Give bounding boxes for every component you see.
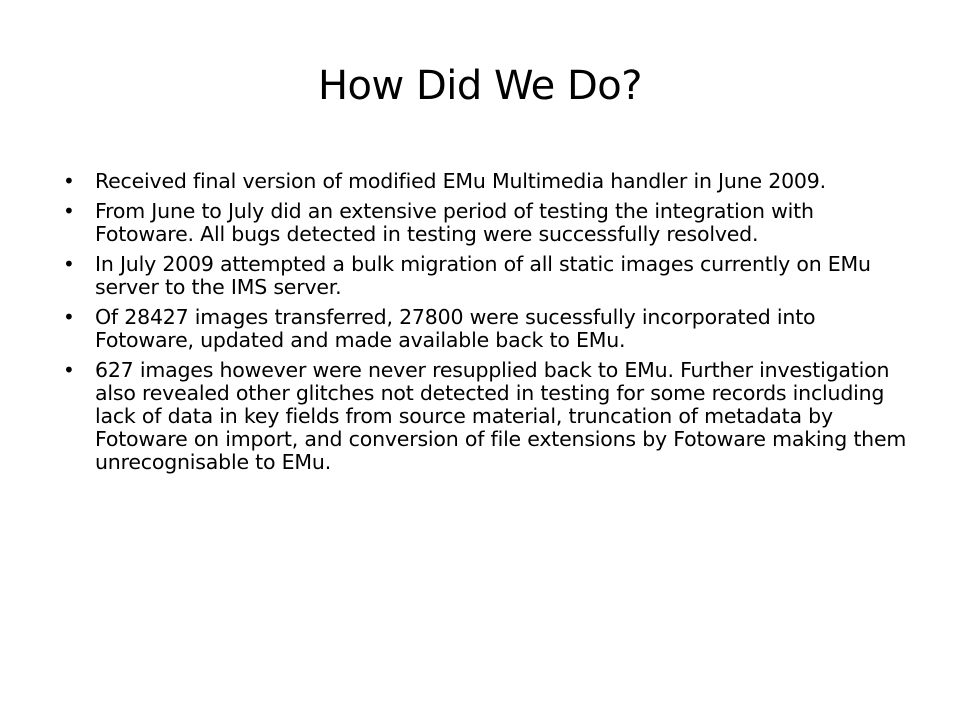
- bullet-list: [60, 170, 910, 481]
- bullet-icon: •: [63, 199, 75, 223]
- bullet-icon: •: [63, 252, 75, 276]
- bullet-icon: •: [63, 358, 75, 382]
- bullet-icon: •: [63, 305, 75, 329]
- bullet-text: Of 28427 images transferred, 27800 were sucessfully incorporated into Fotoware, updated and made available back to EMu.: [95, 305, 816, 352]
- bullet-item: [60, 306, 910, 352]
- bullet-text: From June to July did an extensive period of testing the integration with Fotoware. All bugs detected in testing were successfully resolved.: [95, 199, 814, 246]
- bullet-item: [60, 200, 910, 246]
- bullet-item: [60, 170, 910, 193]
- slide-title: How Did We Do?: [317, 63, 643, 109]
- bullet-item: [60, 253, 910, 299]
- bullet-text: In July 2009 attempted a bulk migration of all static images currently on EMu server to the IMS server.: [95, 252, 871, 299]
- bullet-text: 627 images however were never resupplied back to EMu. Further investigation also revealed other glitches not detected in testing for some records including lack of data in key fields from source material, truncation of metadata by Fotoware on import, and conversion of file extensions by Fotoware making them unrecognisable to EMu.: [95, 358, 907, 474]
- bullet-icon: •: [63, 169, 75, 193]
- bullet-item: [60, 359, 910, 474]
- bullet-text: Received final version of modified EMu Multimedia handler in June 2009.: [95, 169, 826, 193]
